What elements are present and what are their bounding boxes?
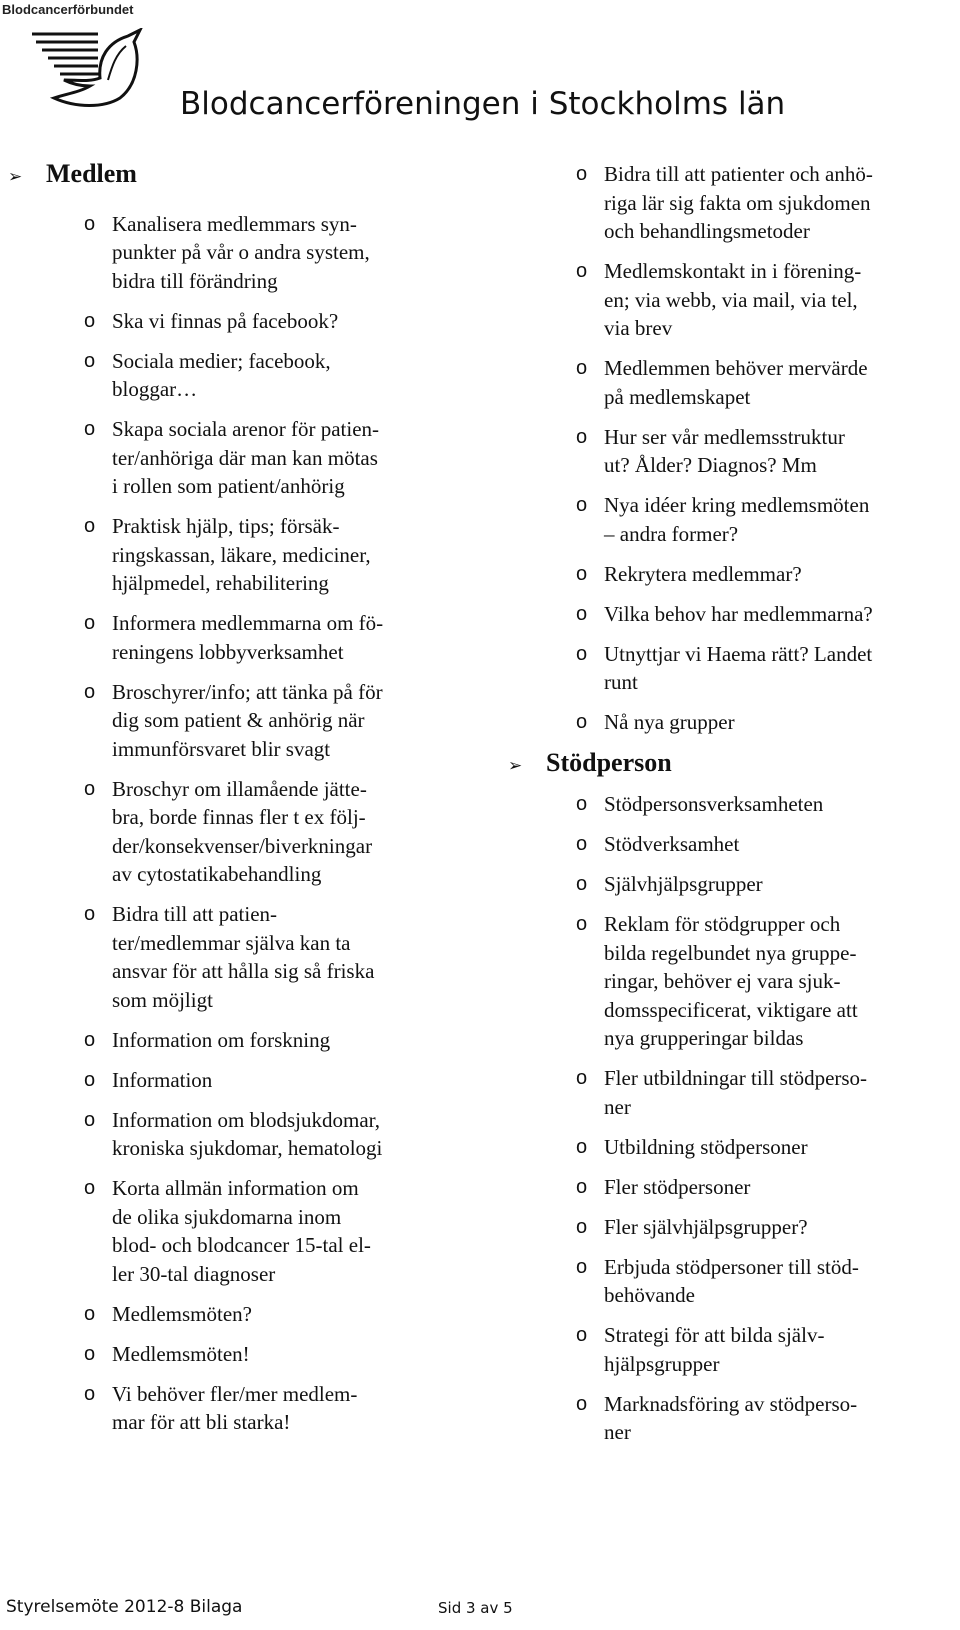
list-item-text: Kanalisera medlemmars syn- punkter på vår o andra system, bidra till förändring [112,211,370,293]
list-item [8,1066,448,1095]
list-item [8,1340,448,1369]
list-item [508,1321,953,1378]
list-item [508,830,953,859]
list-item-text: Erbjuda stödpersoner till stöd- behövande [604,1254,859,1307]
list-item-text: Stödverksamhet [604,832,740,856]
bullet-icon: o [576,357,588,379]
bullet-icon: o [576,1067,588,1089]
list-item-text: Medlemsmöten! [112,1341,250,1366]
arrow-bullet-icon: ➢ [508,755,523,776]
list-item [508,423,953,480]
list-item-text: Ska vi finnas på facebook? [112,308,339,333]
page-title: Blodcancerföreningen i Stockholms län [180,86,786,122]
list-item [508,1133,953,1162]
arrow-bullet-icon: ➢ [8,167,23,187]
bullet-icon: o [84,1382,96,1405]
list-item-text: Nya idéer kring medlemsmöten – andra former? [604,493,870,546]
list-item [508,870,953,899]
list-item [8,1380,448,1437]
list-item-text: Hur ser vår medlemsstruktur ut? Ålder? Diagnos? Mm [604,424,845,477]
bullet-icon: o [576,562,588,585]
list-item [508,560,953,589]
dove-logo-icon [28,28,158,108]
list-item [8,1106,448,1163]
list-item [508,640,953,697]
list-item-text: Information om blodsjukdomar, kroniska sjukdomar, hematologi [112,1107,383,1160]
list-item-text: Medlemskontakt in i förening- en; via webb, via mail, via tel, via brev [604,259,862,340]
list-item-text: Korta allmän information om de olika sjukdomarna inom blod- och blodcancer 15-tal el- ler 30-tal diagnoser [112,1176,371,1286]
section-title: Medlem [46,159,137,188]
list-item-text: Vi behöver fler/mer medlem- mar för att bli starka! [112,1381,358,1434]
section-heading-medlem [8,160,448,192]
list-item-text: Fler utbildningar till stödperso- ner [604,1066,868,1119]
list-item [508,354,953,411]
list-item [8,1300,448,1329]
list-item-text: Sociala medier; facebook, bloggar… [112,348,331,401]
bullet-icon: o [576,793,588,815]
list-item [508,1390,953,1447]
list-item-text: Skapa sociala arenor för patien- ter/anhöriga där man kan mötas i rollen som patient/anhörig [112,417,380,498]
bullet-icon: o [576,1215,588,1238]
bullet-icon: o [84,515,96,537]
bullet-icon: o [84,777,96,800]
list-item [8,347,448,404]
left-column [8,160,448,1448]
bullet-icon: o [84,1177,96,1199]
list-item-text: Information [112,1067,213,1092]
list-item [8,210,448,296]
list-item [508,1253,953,1310]
list-item-text: Broschyrer/info; att tänka på för dig som patient & anhörig när immunförsvaret blir svagt [112,679,383,761]
list-item-text: Utbildning stödpersoner [604,1134,808,1159]
list-item-text: Broschyr om illamående jätte- bra, borde finnas fler t ex följ- der/konsekvenser/biverkningar av cytostatikabehandling [112,776,373,886]
bullet-icon: o [84,349,96,372]
bullet-icon: o [576,913,588,935]
footer-page-number: Sid 3 av 5 [438,1599,513,1617]
list-item-text: Praktisk hjälp, tips; försäk- ringskassan, läkare, mediciner, hjälpmedel, rehabilitering [112,514,371,595]
right-column [508,160,953,1458]
list-item [508,600,953,629]
bullet-icon: o [576,602,588,625]
member-list-continued [508,160,953,737]
list-item-text: Utnyttjar vi Haema rätt? Landet runt [604,641,873,694]
list-item [8,1174,448,1288]
bullet-icon: o [576,425,588,448]
list-item-text: Stödpersonsverksamheten [604,792,824,816]
bullet-icon: o [84,309,96,332]
list-item-text: Vilka behov har medlemmarna? [604,601,873,626]
list-item-text: Information om forskning [112,1027,331,1052]
bullet-icon: o [84,1342,96,1365]
bullet-icon: o [84,418,96,440]
bullet-icon: o [84,1068,96,1091]
list-item [8,678,448,764]
bullet-icon: o [576,833,588,855]
bullet-icon: o [576,260,588,282]
bullet-icon: o [84,1028,96,1051]
list-item-text: Fler stödpersoner [604,1174,751,1199]
list-item [8,1026,448,1055]
footer-meeting-label: Styrelsemöte 2012-8 Bilaga [6,1597,243,1617]
list-item-text: Rekrytera medlemmar? [604,561,802,586]
list-item [8,900,448,1014]
list-item-text: Reklam för stödgrupper och bilda regelbundet nya gruppe- ringar, behöver ej vara sjuk- domsspecificerat, viktigare att nya grupperingar bildas [604,912,858,1050]
support-person-list [508,790,953,1447]
list-item-text: Fler självhjälpsgrupper? [604,1214,808,1239]
bullet-icon: o [576,494,588,516]
list-item [8,415,448,501]
list-item-text: Nå nya grupper [604,710,735,734]
list-item-text: Bidra till att patien- ter/medlemmar själva kan ta ansvar för att hålla sig så friska som möjligt [112,902,375,1012]
bullet-icon: o [84,903,96,925]
bullet-icon: o [576,642,588,665]
list-item [8,609,448,666]
bullet-icon: o [576,711,588,733]
list-item [508,1173,953,1202]
bullet-icon: o [576,873,588,895]
list-item [508,790,953,819]
list-item-text: Självhjälpsgrupper [604,872,763,896]
list-item [508,257,953,343]
list-item-text: Bidra till att patienter och anhö- riga lär sig fakta om sjukdomen och behandlingsmetoder [604,162,873,243]
list-item-text: Strategi för att bilda själv- hjälpsgrupper [604,1323,825,1376]
list-item-text: Medlemsmöten? [112,1301,252,1326]
bullet-icon: o [84,612,96,634]
bullet-icon: o [576,1392,588,1415]
list-item [508,160,953,246]
bullet-icon: o [576,1255,588,1278]
member-list [8,210,448,1437]
bullet-icon: o [576,1175,588,1198]
bullet-icon: o [84,1108,96,1131]
bullet-icon: o [576,163,588,185]
list-item [8,775,448,889]
bullet-icon: o [84,1302,96,1325]
list-item [8,307,448,336]
list-item-text: Informera medlemmarna om fö- reningens lobbyverksamhet [112,611,384,664]
bullet-icon: o [576,1135,588,1158]
list-item [8,512,448,598]
section-title: Stödperson [546,747,672,777]
list-item-text: Medlemmen behöver mervärde på medlemskapet [604,356,868,409]
org-tag: Blodcancerförbundet [2,2,134,17]
list-item [508,708,953,737]
list-item [508,491,953,548]
bullet-icon: o [84,212,96,235]
bullet-icon: o [84,680,96,703]
list-item [508,910,953,1053]
list-item [508,1064,953,1121]
list-item-text: Marknadsföring av stödperso- ner [604,1391,858,1444]
bullet-icon: o [576,1324,588,1346]
list-item [508,1213,953,1242]
section-heading-stodperson [508,749,953,781]
